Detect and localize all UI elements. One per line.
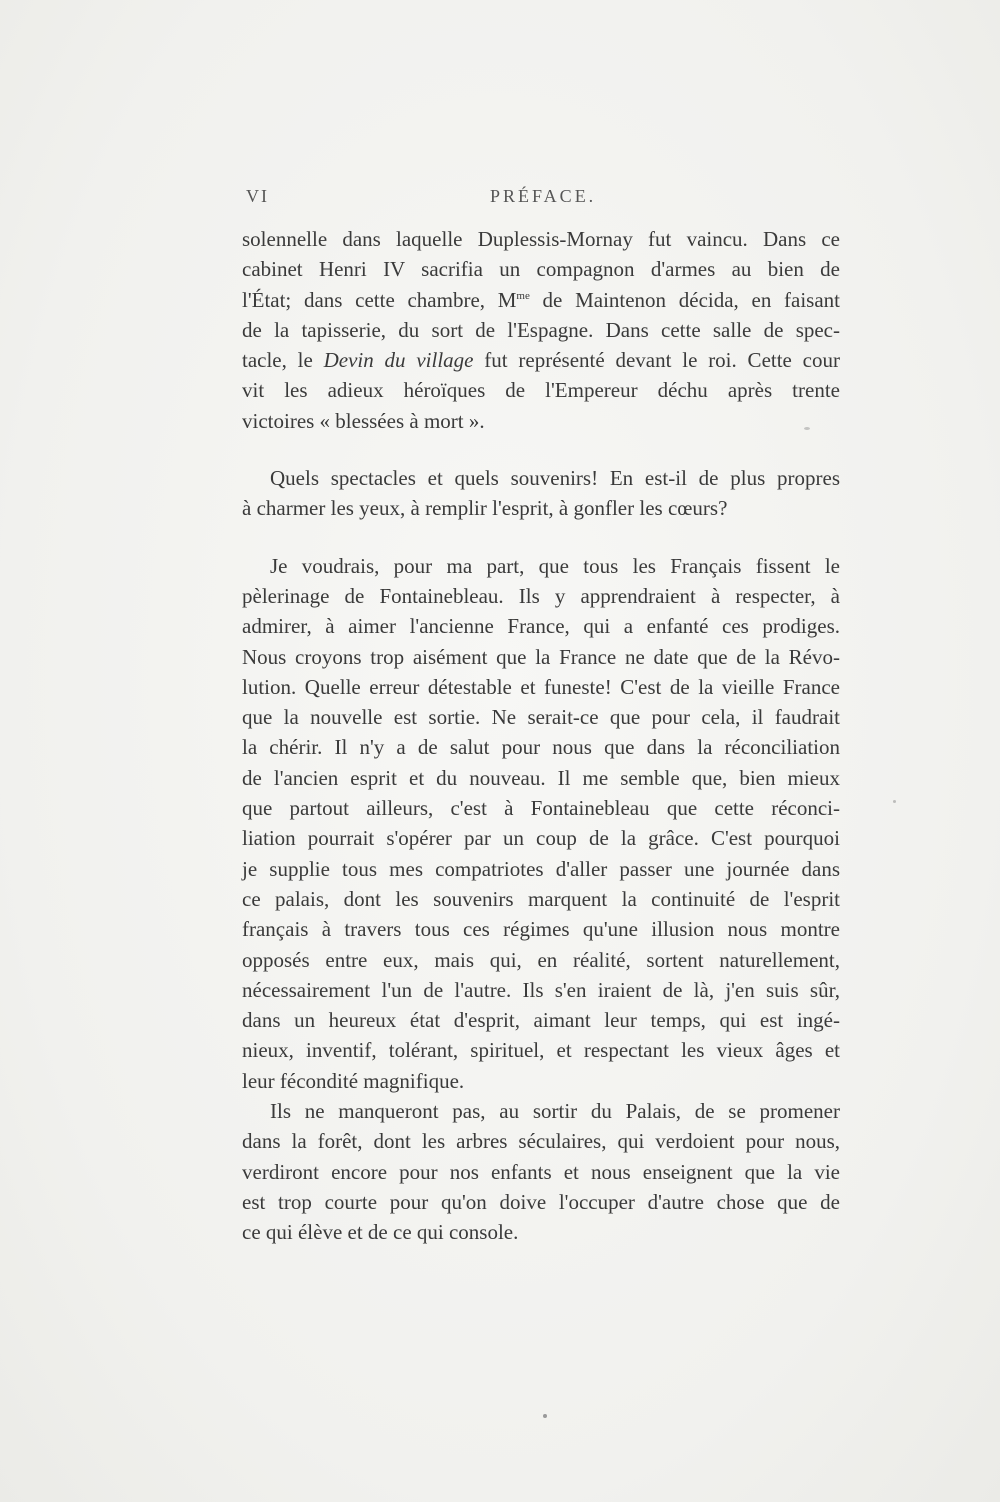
text-line: vit les adieux héroïques de l'Empereur déchu après trente	[242, 378, 840, 403]
paragraph-3	[242, 551, 840, 1096]
text-line: français à travers tous ces régimes qu'une illusion nous montre	[242, 917, 840, 942]
text-line: leur fécondité magnifique.	[242, 1068, 465, 1093]
paper-speck	[543, 1414, 547, 1418]
body-text	[242, 224, 840, 1248]
text-span: tacle, le	[242, 348, 324, 373]
text-line: est trop courte pour qu'on doive l'occuper d'autre chose que de	[242, 1189, 840, 1214]
text-line: Quels spectacles et quels souvenirs! En est-il de plus propres	[270, 466, 840, 491]
text-line: pèlerinage de Fontainebleau. Ils y apprendraient à respecter, à	[242, 583, 840, 608]
superscript-abbreviation: me	[516, 289, 530, 302]
text-line: cabinet Henri IV sacrifia un compagnon d'armes au bien de	[242, 257, 840, 282]
text-line: liation pourrait s'opérer par un coup de la grâce. C'est pourquoi	[242, 826, 840, 851]
paper-speck	[804, 427, 810, 430]
text-line	[242, 345, 840, 375]
text-line: de la tapisserie, du sort de l'Espagne. Dans cette salle de spec-	[242, 317, 840, 342]
text-line: opposés entre eux, mais qui, en réalité, sortent naturellement,	[242, 947, 840, 972]
text-line: Ils ne manqueront pas, au sortir du Palais, de se promener	[270, 1099, 840, 1124]
text-span: l'État; dans cette chambre, M	[242, 287, 517, 312]
page-header	[246, 186, 840, 212]
text-line: dans la forêt, dont les arbres séculaires, qui verdoient pour nous,	[242, 1129, 840, 1154]
text-line: la chérir. Il n'y a de salut pour nous que dans la réconciliation	[242, 735, 840, 760]
text-line: nécessairement l'un de l'autre. Ils s'en iraient de là, j'en suis sûr,	[242, 977, 840, 1002]
text-span: fut représenté devant le roi. Cette cour	[473, 348, 840, 373]
italic-title: Devin du village	[323, 348, 474, 373]
text-line: je supplie tous mes compatriotes d'aller passer une journée dans	[242, 856, 840, 881]
text-line: de l'ancien esprit et du nouveau. Il me semble que, bien mieux	[242, 765, 840, 790]
text-line: lution. Quelle erreur détestable et funeste! C'est de la vieille France	[242, 674, 840, 699]
text-line: ce qui élève et de ce qui console.	[242, 1220, 519, 1245]
text-line: admirer, à aimer l'ancienne France, qui a enfanté ces prodiges.	[242, 614, 840, 639]
text-line: que la nouvelle est sortie. Ne serait-ce que pour cela, il faudrait	[242, 705, 840, 730]
text-line: Je voudrais, pour ma part, que tous les Français fissent le	[270, 553, 840, 578]
text-line	[242, 285, 840, 315]
paragraph-1	[242, 224, 840, 436]
text-line: dans un heureux état d'esprit, aimant leur temps, qui est ingé-	[242, 1008, 840, 1033]
text-span: de Maintenon décida, en faisant	[529, 287, 840, 312]
text-line: que partout ailleurs, c'est à Fontainebleau que cette réconci-	[242, 796, 840, 821]
paragraph-4	[242, 1096, 840, 1247]
text-line: nieux, inventif, tolérant, spirituel, et respectant les vieux âges et	[242, 1038, 840, 1063]
text-line: verdiront encore pour nos enfants et nous enseignent que la vie	[242, 1159, 840, 1184]
text-line: à charmer les yeux, à remplir l'esprit, à gonfler les cœurs?	[242, 496, 728, 521]
text-line: solennelle dans laquelle Duplessis-Mornay fut vaincu. Dans ce	[242, 227, 840, 251]
paper-speck	[893, 800, 896, 803]
running-title: PRÉFACE.	[490, 186, 597, 206]
text-line: victoires « blessées à mort ».	[242, 408, 485, 433]
paragraph-2	[242, 463, 840, 524]
text-line: Nous croyons trop aisément que la France ne date que de la Révo-	[242, 644, 840, 669]
page-number: VI	[246, 186, 269, 206]
text-line: ce palais, dont les souvenirs marquent la continuité de l'esprit	[242, 886, 840, 911]
